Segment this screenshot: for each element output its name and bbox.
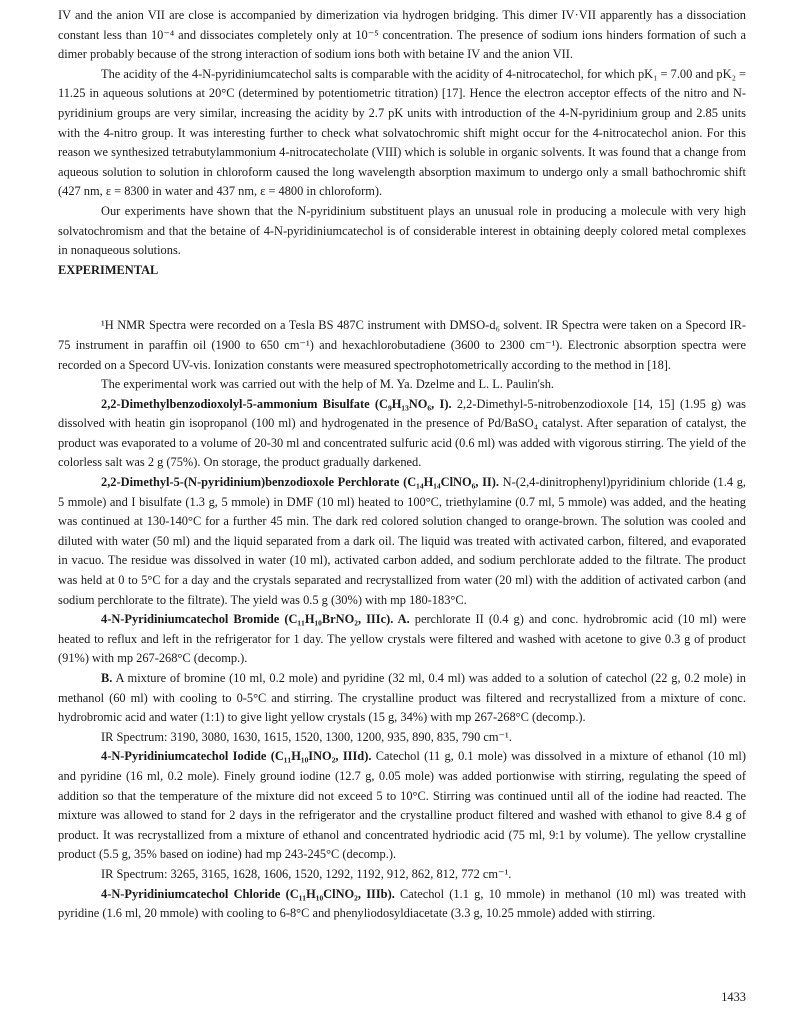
method-b-procedure: A mixture of bromine (10 ml, 0.2 mole) and pyridine (32 ml, 0.4 ml) was added to a solution of catechol (22 g, 0.2 mole) in methanol (60 ml) with cooling to 0-5°C and stirring. The crystalline product was filtered and recrystallized from a mixture of conc. hydrobromic acid and water (1:1) to give light yellow crystals (15 g, 34%) with mp 267-268°C (decomp.). <box>58 671 746 725</box>
method-b-label: B. <box>101 671 113 685</box>
compound-II-title: 2,2-Dimethyl-5-(N-pyridinium)benzodioxole Perchlorate (C₁₄H₁₄ClNO₆, II). <box>101 475 499 490</box>
discussion-paragraph-1: IV and the anion VII are close is accompanied by dimerization via hydrogen bridging. This dimer IV·VII apparently has a dissociation constant less than 10⁻⁴ and dissociates completely only at 10⁻⁵ concentration. The presence of sodium ions hinders formation of such a dimer probably because of the strong interaction of sodium ions both with betaine IV and the anion VII. <box>58 8 746 62</box>
compound-IIId-procedure: Catechol (11 g, 0.1 mole) was dissolved in a mixture of ethanol (10 ml) and pyridine (16 ml, 0.2 mole). Finely ground iodine (12.7 g, 0.05 mole) was added portionwise with stirring, regulating the speed of addition so that the temperature of the mixture did not exceed 5 to 10°C. Stirring was continued until all of the iodine had reacted. The mixture was allowed to stand for 2 days in the refrigerator and the crystalline product filtered and washed with ethanol to give 8.4 g of product. It was recrystallized from a mixture of ethanol and concentrated hydriodic acid (75 ml, 9:1 by volume). The yellow crystalline product (5.5 g, 35% based on iodine) had mp 243-245°C (decomp.). <box>58 749 746 862</box>
compound-IIId-ir-spectrum: IR Spectrum: 3265, 3165, 1628, 1606, 1520, 1292, 1192, 912, 862, 812, 772 cm⁻¹. <box>101 866 512 881</box>
compound-IIIb-title: 4-N-Pyridiniumcatechol Chloride (C₁₁H₁₀ClNO₂, IIIb). <box>101 886 395 901</box>
compound-I-procedure: 2,2-Dimethyl-5-nitrobenzodioxole [14, 15] (1.95 g) was dissolved with heatin gin isopropanol (100 ml) and hydrogenated in the presence of Pd/BaSO₄ catalyst. After separation of catalyst, the product was evaporated to a volume of 20-30 ml and concentrated sulfuric acid (0.6 ml) was added with vigorous stirring. The yield of the colorless salt was 2 g (75%). On storage, the product gradually darkened. <box>58 396 746 470</box>
compound-IIId-title: 4-N-Pyridiniumcatechol Iodide (C₁₁H₁₀INO₂, IIId). <box>101 749 372 764</box>
acknowledgment-paragraph: The experimental work was carried out with the help of M. Ya. Dzelme and L. L. Paulin'sh. <box>101 377 555 392</box>
compound-IIId-paragraph <box>58 747 746 865</box>
compound-II-procedure: N-(2,4-dinitrophenyl)pyridinium chloride (1.4 g, 5 mmole) and I bisulfate (1.3 g, 5 mmole) in DMF (10 ml) heated to 100°C, triethylamine (0.7 ml, 5 mmole) was added, and the heating was continued at 130-140°C for a further 45 min. The dark red colored solution changed to orange-brown. The solution was cooled and diluted with water (50 ml) and the liquid separated from a dark oil. The liquid was treated with activated carbon, filtered, and evaporated in vacuo. The residue was dissolved in water (10 ml), activated carbon added, and sodium perchlorate added to the filtrate. The product was held at 0 to 5°C for a day and the crystals separated and recrystallized from water (20 ml) with the addition of activated carbon (and sodium perchlorate to the filtrate). The yield was 0.5 g (30%) with mp 180-183°C. <box>58 475 746 607</box>
compound-IIIb-procedure: Catechol (1.1 g, 10 mmole) in methanol (10 ml) was treated with pyridine (1.6 ml, 20 mmole) with cooling to 6-8°C and phenyliodosyldiacetate (3.3 g, 10.25 mmole) added with stirring. <box>58 886 746 921</box>
compound-IIIb-paragraph <box>58 885 746 924</box>
section-heading-experimental: EXPERIMENTAL <box>58 262 159 277</box>
methods-paragraph: ¹H NMR Spectra were recorded on a Tesla BS 487C instrument with DMSO-d₆ solvent. IR Spectra were taken on a Specord IR-75 instrument in paraffin oil (1900 to 650 cm⁻¹) and hexachlorobutadiene (3600 to 2300 cm⁻¹). Electronic absorption spectra were recorded on a Specord UV-vis. Ionization constants were measured spectrophotometrically according to the method in [18]. <box>58 318 746 372</box>
compound-I-title: 2,2-Dimethylbenzodioxolyl-5-ammonium Bisulfate (C₉H₁₃NO₆, I). <box>101 396 452 411</box>
method-a-procedure: perchlorate II (0.4 g) and conc. hydrobromic acid (10 ml) were heated to reflux and left in the refrigerator for 1 day. The yellow crystals were filtered and washed with acetone to give 0.3 g of product (91%) with mp 267-268°C (decomp.). <box>58 612 746 666</box>
compound-IIIc-paragraph-b <box>58 669 746 728</box>
discussion-paragraph-conclusion: Our experiments have shown that the N-pyridinium substituent plays an unusual role in producing a molecule with very high solvatochromism and that the betaine of 4-N-pyridiniumcatechol is of considerable interest in obtaining deeply colored metal complexes in nonaqueous solutions. <box>58 203 746 258</box>
method-a-label: A. <box>393 612 410 627</box>
paper-page <box>58 6 746 924</box>
discussion-paragraph-acidity: The acidity of the 4-N-pyridiniumcatechol salts is comparable with the acidity of 4-nitrocatechol, for which pK₁ = 7.00 and pK₂ = 11.25 in aqueous solutions at 20°C (determined by potentiometric titration) [17]. Hence the electron acceptor effects of the nitro and N-pyridinium groups are very similar, increasing the acidity by 2.7 pK units with introduction of the 4-N-pyridinium group and 2.85 units with the 4-nitro group. It was interesting further to check what solvatochromic shift might occur for the 4-nitrocatechol anion. For this reason we synthesized tetrabutylammonium 4-nitrocatecholate (VIII) which is soluble in organic solvents. It was found that a change from aqueous solution to solution in chloroform caused the long wavelength absorption maximum to undergo only a small bathochromic shift (427 nm, ε = 8300 in water and 437 nm, ε = 4800 in chloroform). <box>58 66 746 199</box>
compound-IIIc-ir-spectrum: IR Spectrum: 3190, 3080, 1630, 1615, 1520, 1300, 1200, 935, 890, 835, 790 cm⁻¹. <box>101 729 512 744</box>
compound-IIIc-paragraph-a <box>58 610 746 669</box>
compound-IIIc-title: 4-N-Pyridiniumcatechol Bromide (C₁₁H₁₀BrNO₂, IIIc). <box>101 612 394 627</box>
compound-I-paragraph <box>58 395 746 473</box>
page-number: 1433 <box>721 990 746 1004</box>
compound-II-paragraph <box>58 473 746 610</box>
